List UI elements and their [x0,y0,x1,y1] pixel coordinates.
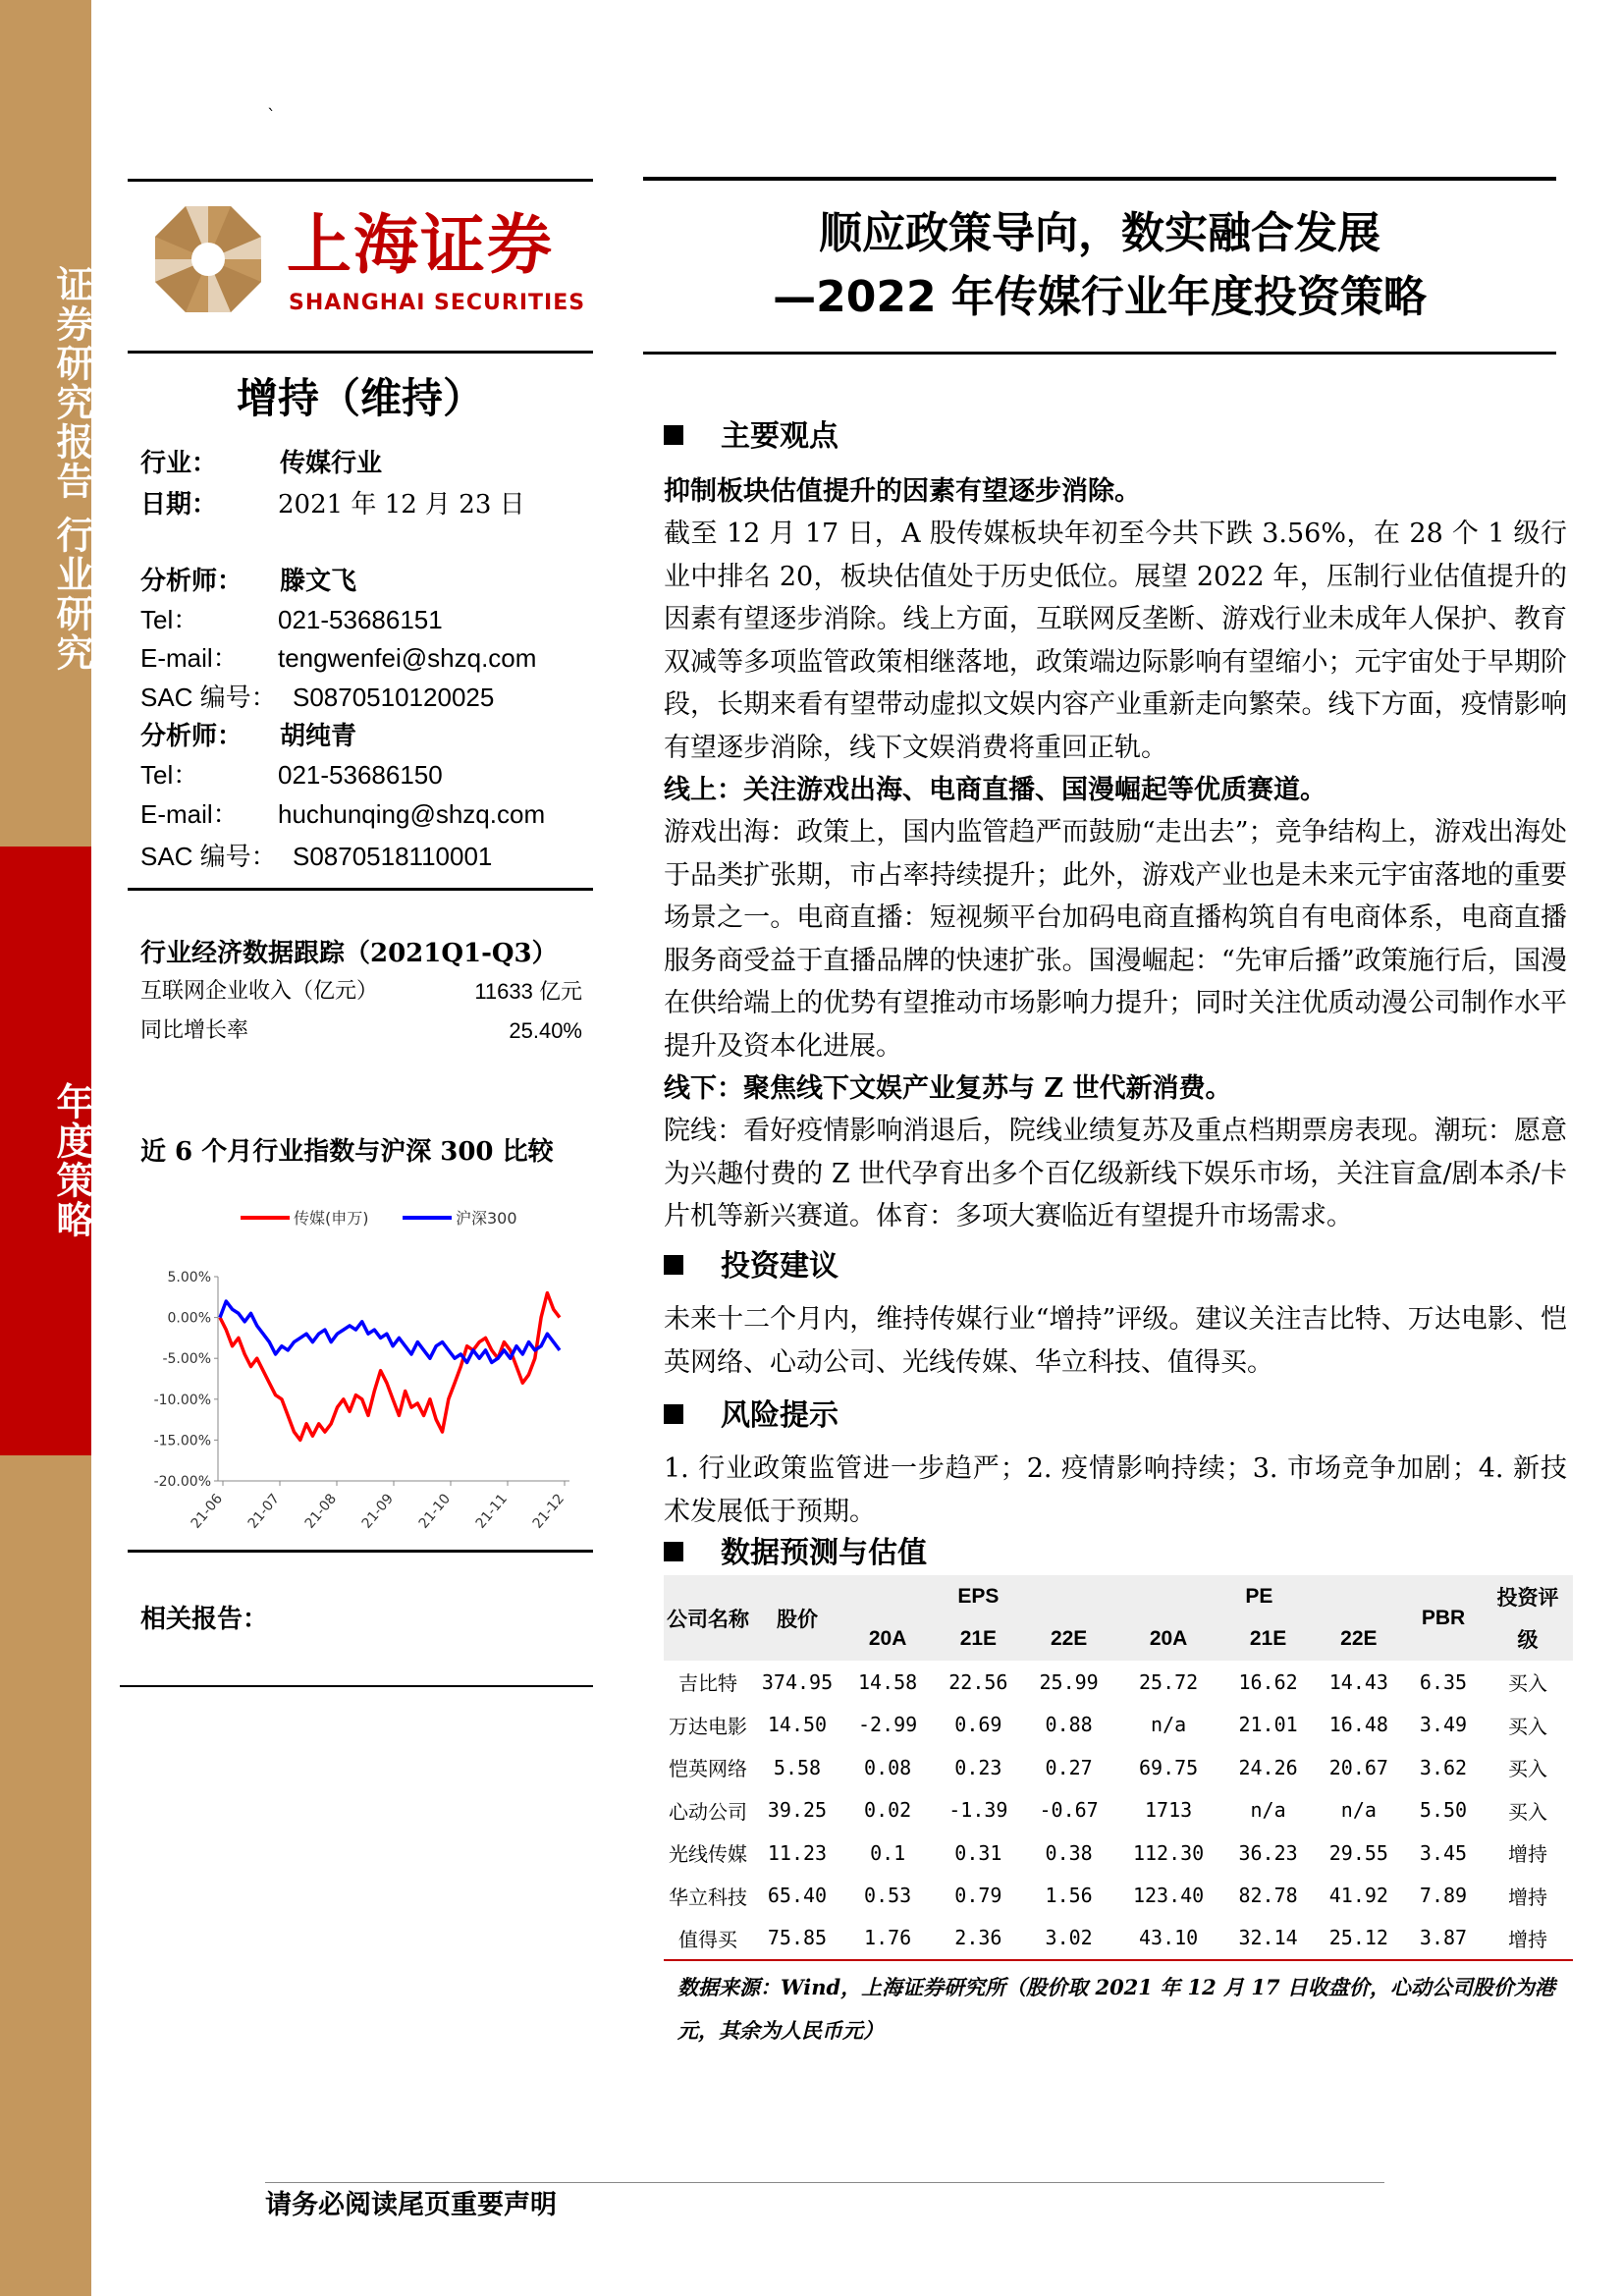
table-cell: 0.23 [954,1755,1002,1779]
table-cell: 0.31 [954,1840,1002,1865]
lead-sentence: 抑制板块估值提升的因素有望逐步消除。 [664,476,1141,507]
tel-value: 021-53686150 [278,760,443,790]
company-name-cell: 吉比特 [678,1671,737,1696]
chart-title: 近 6 个月行业指数与沪深 300 比较 [140,1137,554,1167]
section-heading-text: 数据预测与估值 [721,1536,927,1570]
report-subtitle: —2022 年传媒行业年度投资策略 [773,272,1427,322]
y-tick-label: 5.00% [167,1270,211,1285]
stray-mark: ` [267,106,276,127]
table-row [664,1661,1573,1704]
legend-label: 沪深300 [456,1209,517,1228]
econ-row-value: 25.40% [509,1018,582,1043]
table-header: 20A [842,1618,933,1662]
table-cell: 1713 [1145,1798,1193,1823]
table-row [664,1875,1573,1918]
table-header: EPS [842,1575,1114,1618]
table-cell: n/a [1340,1798,1377,1823]
sac-label: SAC 编号： [140,842,277,871]
table-cell: 0.38 [1045,1840,1093,1865]
analyst-name: 胡纯青 [280,722,357,751]
company-name-cell: 万达电影 [669,1714,747,1738]
table-cell: 1.56 [1045,1884,1093,1908]
paragraph: 截至 12 月 17 日，A 股传媒板块年初至今共下跌 3.56%，在 28 个 1 级行业中排名 20，板块估值处于历史低位。展望 2022 年，压制行业估值提升的因素有望逐步消除。线上方面，互联网反垄断、游戏行业未成年人保护、教育双减等多项监管政策相继落地，政策端边际影响有望缩小；元宇宙处于早期阶段，长期来看有望带动虚拟文娱内容产业重新走向繁荣。线下方面，疫情影响有望逐步消除，线下文娱消费将重回正轨。 [664,519,1567,763]
company-name-cell: 值得买 [664,1917,752,1960]
email-label: E-mail： [140,799,239,829]
table-cell: 6.35 [1419,1669,1468,1694]
email-label: E-mail： [140,643,239,673]
section-heading-risk [664,1396,839,1436]
table-header: 投资评 [1483,1575,1573,1618]
table-cell: 25.72 [1138,1669,1199,1694]
table-cell: n/a [1250,1798,1286,1823]
table-cell: 3.49 [1419,1713,1468,1737]
rating-cell: 买入 [1508,1799,1547,1824]
rating-cell: 买入 [1508,1714,1547,1738]
table-row [664,1789,1573,1832]
table-row [664,1917,1573,1960]
x-tick-label: 21-11 [472,1491,512,1532]
table-header: 21E [933,1618,1023,1662]
legend-label: 传媒(申万) [294,1209,369,1228]
table-cell: 75.85 [752,1917,842,1960]
footer-rule [265,2182,1384,2183]
table-cell: 16.62 [1238,1669,1298,1694]
table-cell: -1.39 [948,1798,1008,1823]
table-cell: -2.99 [858,1713,918,1737]
rating-cell: 增持 [1483,1917,1573,1960]
table-cell: 25.99 [1039,1669,1099,1694]
rule [643,352,1556,355]
section-heading-forecast [664,1534,927,1573]
industry-label: 行业： [140,449,218,478]
table-cell: -0.67 [1039,1798,1099,1823]
square-bullet-icon [664,1404,683,1424]
table-cell: 25.12 [1314,1917,1404,1960]
rating-cell: 增持 [1508,1842,1547,1867]
x-tick-label: 21-10 [415,1491,455,1532]
tel-label: Tel： [140,760,199,790]
sac-value: S0870518110001 [293,842,493,871]
table-header: PBR [1404,1575,1483,1661]
paragraph: 1. 行业政策监管进一步趋严；2. 疫情影响持续；3. 市场竞争加剧；4. 新技术发展低于预期。 [664,1453,1567,1527]
table-cell: 0.69 [954,1713,1002,1737]
econ-row-label: 互联网企业收入（亿元） [140,979,379,1004]
table-cell: 5.58 [773,1755,822,1779]
table-cell: 14.50 [767,1713,828,1737]
valuation-table [664,1575,1573,1961]
table-cell: 0.02 [864,1798,912,1823]
table-cell: 14.43 [1328,1669,1388,1694]
table-cell: 123.40 [1132,1884,1205,1908]
table-cell: 39.25 [767,1798,828,1823]
paragraph: 游戏出海：政策上，国内监管趋严而鼓励“走出去”；竞争结构上，游戏出海处于品类扩张期，市占率持续提升；此外，游戏产业也是未来元宇宙落地的重要场景之一。电商直播：短视频平台加码电商直播构筑自有电商体系，电商直播服务商受益于直播品牌的快速扩张。国漫崛起：“先审后播”政策施行后，国漫在供给端上的优势有望推动市场影响力提升；同时关注优质动漫公司制作水平提升及资本化进展。 [664,817,1567,1062]
rule [128,888,593,891]
company-name-cell: 恺英网络 [669,1757,747,1781]
offline-heading: 线下：聚焦线下文娱产业复苏与 Z 世代新消费。 [664,1073,1232,1104]
table-cell: 0.27 [1045,1755,1093,1779]
date-label: 日期： [140,490,218,519]
table-cell: 7.89 [1419,1884,1468,1908]
table-header: 级 [1483,1618,1573,1662]
paragraph: 院线：看好疫情影响消退后，院线业绩复苏及重点档期票房表现。潮玩：愿意为兴趣付费的 Z 世代孕育出多个百亿级新线下娱乐市场，关注盲盒/剧本杀/卡片机等新兴赛道。体育：多项大赛临近有望提升市场需求。 [664,1116,1567,1231]
company-name-cell: 光线传媒 [669,1842,747,1867]
email-link[interactable]: huchunqing@shzq.com [278,799,546,829]
table-cell: 112.30 [1132,1840,1205,1865]
sac-label: SAC 编号： [140,683,277,712]
table-row [664,1704,1573,1747]
section-heading-text: 主要观点 [721,419,839,454]
table-cell: 29.55 [1328,1840,1388,1865]
y-tick-label: -20.00% [153,1474,211,1490]
company-name-cell: 心动公司 [669,1799,747,1824]
online-heading: 线上：关注游戏出海、电商直播、国漫崛起等优质赛道。 [664,775,1326,805]
table-cell: 82.78 [1238,1884,1298,1908]
table-cell: 3.62 [1419,1755,1468,1779]
table-cell: 14.58 [858,1669,918,1694]
x-tick-label: 21-08 [301,1491,341,1532]
analyst-name: 滕文飞 [280,567,357,596]
series-line [220,1293,560,1441]
section-heading-text: 投资建议 [721,1249,839,1284]
table-cell: 22.56 [948,1669,1008,1694]
rating-cell: 买入 [1508,1757,1547,1781]
table-cell: 41.92 [1328,1884,1388,1908]
octagon-logo-icon [153,204,263,314]
analyst-label: 分析师： [140,722,243,751]
table-header: PE [1114,1575,1404,1618]
rule [128,351,593,354]
report-type-label: 证券研究报告 行业研究 [50,265,93,674]
table-cell: 1.76 [842,1917,933,1960]
tel-label: Tel： [140,605,199,634]
table-cell: 11.23 [767,1840,828,1865]
table-cell: 0.53 [864,1884,912,1908]
square-bullet-icon [664,1255,683,1275]
econ-row-value: 11633 亿元 [474,979,582,1004]
y-tick-label: -10.00% [153,1392,211,1408]
table-cell: 0.88 [1045,1713,1093,1737]
table-cell: 5.50 [1419,1798,1468,1823]
table-cell: 0.79 [954,1884,1002,1908]
email-link[interactable]: tengwenfei@shzq.com [278,643,537,673]
table-header: 22E [1314,1618,1404,1662]
table-cell: 16.48 [1328,1713,1388,1737]
table-cell: 20.67 [1328,1755,1388,1779]
sac-value: S0870510120025 [293,683,495,712]
table-source-note: 数据来源：Wind，上海证券研究所（股价取 2021 年 12 月 17 日收盘价，心动公司股价为港元，其余为人民币元） [677,1975,1555,2043]
table-cell: 0.08 [864,1755,912,1779]
square-bullet-icon [664,1542,683,1561]
y-tick-label: -15.00% [153,1433,211,1449]
index-comparison-chart [128,1188,589,1542]
table-header: 股价 [752,1575,842,1661]
y-tick-label: -5.00% [162,1351,211,1368]
table-header: 公司名称 [664,1575,752,1661]
table-row [664,1831,1573,1875]
related-reports-label: 相关报告： [140,1605,269,1634]
company-name-cell: 华立科技 [669,1885,747,1909]
table-row [664,1746,1573,1789]
table-cell: 2.36 [933,1917,1023,1960]
footer-disclaimer: 请务必阅读尾页重要声明 [265,2190,557,2220]
table-cell: 65.40 [767,1884,828,1908]
rating-cell: 买入 [1508,1671,1547,1696]
x-tick-label: 21-12 [529,1491,568,1532]
rule [128,1550,593,1553]
table-cell: 3.02 [1024,1917,1114,1960]
rule [643,177,1556,181]
table-cell: 69.75 [1138,1755,1199,1779]
x-tick-label: 21-07 [244,1491,284,1532]
table-header: 22E [1024,1618,1114,1662]
table-cell: 374.95 [761,1669,834,1694]
section-heading-text: 风险提示 [721,1398,839,1433]
x-tick-label: 21-09 [358,1491,398,1532]
table-cell: 32.14 [1222,1917,1313,1960]
rating-cell: 增持 [1508,1885,1547,1909]
table-cell: 24.26 [1238,1755,1298,1779]
table-cell: 36.23 [1238,1840,1298,1865]
industry-value: 传媒行业 [280,449,383,478]
report-category-label: 年度策略 [50,1082,93,1239]
logo-name-cn: 上海证券 [287,207,554,283]
econ-data-title: 行业经济数据跟踪（2021Q1-Q3） [140,939,558,968]
paragraph: 未来十二个月内，维持传媒行业“增持”评级。建议关注吉比特、万达电影、恺英网络、心动公司、光线传媒、华立科技、值得买。 [664,1304,1567,1378]
date-value: 2021 年 12 月 23 日 [278,490,525,519]
table-cell: 3.87 [1404,1917,1483,1960]
table-cell: n/a [1151,1713,1187,1737]
table-cell: 43.10 [1114,1917,1223,1960]
y-tick-label: 0.00% [167,1310,211,1327]
report-title: 顺应政策导向，数实融合发展 [819,208,1380,258]
table-header: 21E [1222,1618,1313,1662]
section-heading-advice [664,1247,839,1286]
table-cell: 21.01 [1238,1713,1298,1737]
rating-label: 增持（维持） [236,374,484,422]
rule [120,1685,593,1687]
tel-value: 021-53686151 [278,605,443,634]
logo-name-en: SHANGHAI SECURITIES [289,291,586,315]
x-tick-label: 21-06 [188,1491,227,1532]
table-cell: 3.45 [1419,1840,1468,1865]
table-cell: 0.1 [870,1840,906,1865]
square-bullet-icon [664,425,683,445]
rule [128,179,593,182]
series-line [220,1301,560,1362]
section-heading-main-view [664,417,839,457]
analyst-label: 分析师： [140,567,243,596]
econ-row-label: 同比增长率 [140,1018,249,1043]
table-header: 20A [1114,1618,1223,1662]
